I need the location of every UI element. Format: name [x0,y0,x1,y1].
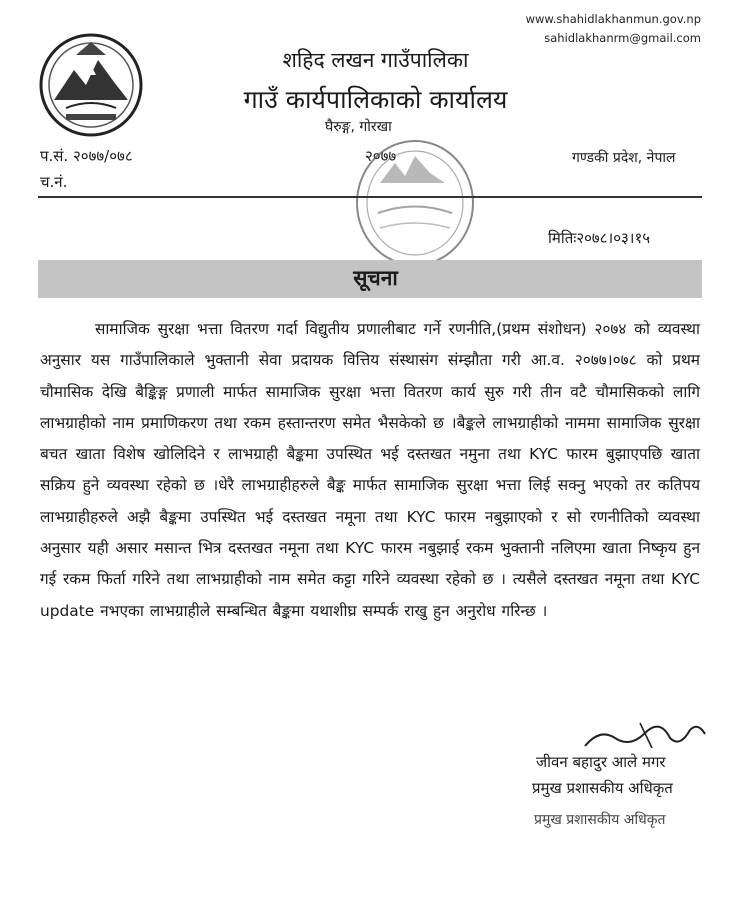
signatory-name: जीवन बहादुर आले मगर [536,753,666,771]
email-link[interactable]: sahidlakhanrm@gmail.com [544,31,701,45]
handwritten-signature [580,708,710,758]
dispatch-number: च.नं. [40,173,68,191]
office-address: घैरुङ्ग, गोरखा [325,119,392,135]
year-mark: २०७७ [365,147,397,165]
office-seal-stamp [350,128,480,278]
letter-number: प.सं. २०७७/०७८ [40,147,133,165]
org-name: शहिद लखन गाउँपालिका [282,48,469,72]
notice-body: सामाजिक सुरक्षा भत्ता वितरण गर्दा विद्युतीय प्रणालीबाट गर्ने रणनीति,(प्रथम संशोधन) २०७४ को व्यवस्था अनुसार यस गाउँपालिकाले भुक्तानी सेवा प्रदायक वित्तिय संस्थासंग संम्झौता गरी आ.व. २०७७।०७८ को प्रथम चौमासिक देखि बैङ्किङ्ग प्रणाली मार्फत सामाजिक सुरक्षा भत्ता वितरण कार्य सुरु गरी तीन वटै चौमासिकको लागि लाभग्राहीको नाम प्रमाणिकरण तथा रकम हस्तान्तरण समेत भैसकेको छ ।बैङ्कले लाभग्राहीको नाममा सामाजिक सुरक्षा बचत खाता विशेष खोलिदिने र लाभग्राही बैङ्कमा उपस्थित भई दस्तखत नमुना तथा KYC फारम बुझाएपछि खाता सक्रिय हुने व्यवस्था रहेको छ ।धेरै लाभग्राहीहरुले बैङ्क मार्फत सामाजिक सुरक्षा भत्ता लिई सक्नु भएको तर कतिपय लाभग्राहीहरुले अझै बैङ्कमा उपस्थित भई दस्तखत नमूना तथा KYC फारम नबुझाएको र सो रणनीतिको व्यवस्था अनुसार यही असार मसान्त भित्र दस्तखत नमूना तथा KYC फारम नबुझाई रकम भुक्तानी नलिएमा खाता निष्कृय हुन गई रकम फिर्ता गरिने तथा लाभग्राहीको नाम समेत कट्टा गरिने व्यवस्था रहेको छ । त्यसैले दस्तखत नमूना तथा KYC update नभएका लाभग्राहीले सम्बन्धित बैङ्कमा यथाशीघ्र सम्पर्क राखु हुन अनुरोध गरिन्छ । [40,320,700,620]
office-name: गाउँ कार्यपालिकाको कार्यालय [243,85,508,114]
header-divider [38,196,702,198]
designation-stamp: प्रमुख प्रशासकीय अधिकृत [534,812,666,828]
signatory-designation: प्रमुख प्रशासकीय अधिकृत [532,779,673,797]
website-link[interactable]: www.shahidlakhanmun.gov.np [525,12,701,26]
province-address: गण्डकी प्रदेश, नेपाल [572,150,676,166]
letter-date: मितिः२०७८।०३।१५ [548,229,651,247]
notice-title: सूचना [353,266,398,290]
